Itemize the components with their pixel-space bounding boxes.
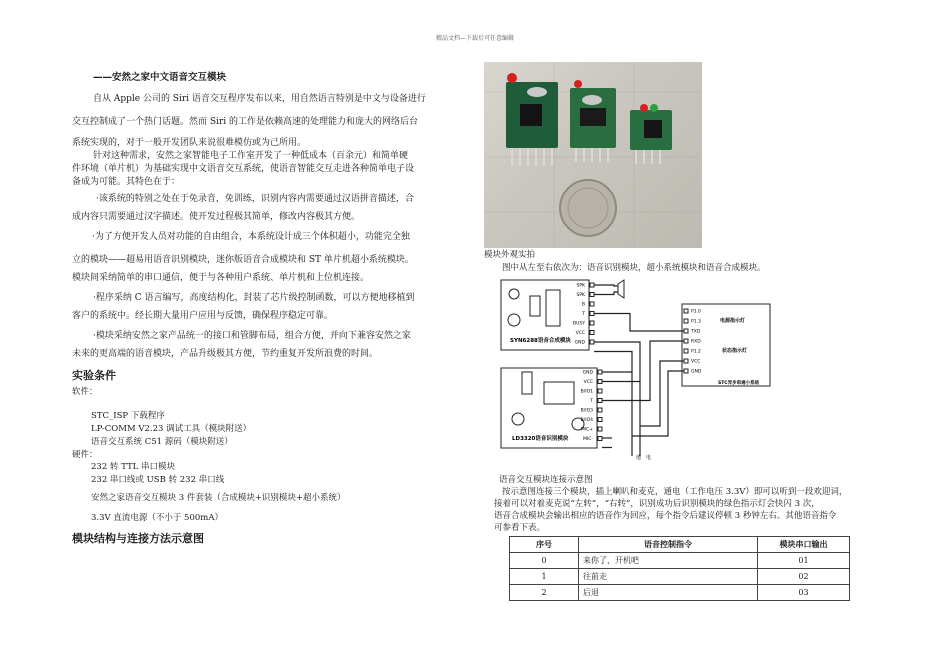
paragraph-line: 件环境（单片机）为基础实现中文语音交互系统，使语音智能交互走进各种简单电子设 xyxy=(72,164,415,174)
mcu-pin xyxy=(684,339,688,343)
instruction-line: 接着可以对着麦克说“左转”，“右转”，识别成功后识别模块的绿色指示灯会快闪 3 次， xyxy=(494,499,820,509)
table-cell: 01 xyxy=(758,553,850,569)
speaker-icon xyxy=(618,280,624,298)
mcu-pin-label: GND xyxy=(691,369,702,375)
connection-diagram xyxy=(500,276,772,464)
mcu-pin-label: P1.3 xyxy=(691,319,701,325)
mcu-pin-label: RXD xyxy=(691,339,701,345)
feature-line: 立的模块——超易用语音识别模块，迷你版语音合成模块和 ST 单片机超小系统模块。 xyxy=(72,255,414,265)
software-item: 语音交互系统 C51 源码（模块附送） xyxy=(91,437,233,447)
synth-module-label: SYN6288语音合成模块 xyxy=(510,338,571,344)
table-cell: 0 xyxy=(510,553,579,569)
synth-pin-label: T xyxy=(582,312,585,317)
page-header: 精品文档---下载后可任意编辑 xyxy=(435,35,515,42)
synth-pin xyxy=(590,312,594,316)
recog-pin xyxy=(598,370,602,374)
diagram-wire xyxy=(594,285,618,286)
recog-pin-label: MIC+ xyxy=(580,427,593,433)
recog-pin xyxy=(598,380,602,384)
module-photo-illustration xyxy=(484,62,702,248)
synth-pin xyxy=(590,331,594,335)
instruction-line: 语音合成模块会输出相应的语音作为回应，每个指令后建议停顿 3 秒钟左右。其他语音指令 xyxy=(494,511,837,521)
table-header-cell: 模块串口输出 xyxy=(758,537,850,553)
diagram-wire xyxy=(594,292,618,295)
mcu-pin xyxy=(684,359,688,363)
recog-pin-label: B/IO4 xyxy=(580,418,593,423)
power-label-vcc: 电 xyxy=(646,455,652,461)
recog-pin xyxy=(598,389,602,393)
hardware-label: 硬件： xyxy=(72,450,98,460)
recog-pin xyxy=(598,399,602,403)
mcu-pin xyxy=(684,369,688,373)
feature-line: 成内容只需要通过汉字描述。使开发过程极其简单，修改内容极其方便。 xyxy=(72,212,361,222)
recog-pin xyxy=(598,408,602,412)
module-photo xyxy=(484,62,702,248)
mcu-pin-label: TXD xyxy=(691,329,701,335)
mcu-led1-label: 电源指示灯 xyxy=(720,318,746,324)
document-title: ——安然之家中文语音交互模块 xyxy=(93,72,227,83)
synth-pin xyxy=(590,293,594,297)
table-cell: 2 xyxy=(510,585,579,601)
synth-pin xyxy=(590,283,594,287)
table-cell: 后退 xyxy=(579,585,758,601)
mcu-led2-label: 状态指示灯 xyxy=(722,348,748,354)
software-item: LP-COMM V2.23 调试工具（模块附送） xyxy=(91,424,252,434)
mcu-pin-label: VCC xyxy=(691,359,701,365)
diagram-caption: 语音交互模块连接示意图 xyxy=(499,475,593,485)
instruction-line: 按示意图连接三个模块，插上喇叭和麦克，通电（工作电压 3.3V）即可以听到一段欢迎词， xyxy=(502,487,848,497)
command-table xyxy=(509,536,850,601)
feature-line: 未来的更高端的语音模块，产品升级极其方便，节约重复开发所浪费的时间。 xyxy=(72,349,379,359)
table-cell: 03 xyxy=(758,585,850,601)
feature-line: ·为了方便开发人员对功能的自由组合，本系统设计成三个体积超小，功能完全独 xyxy=(92,232,410,242)
table-cell: 来你了，开机吧 xyxy=(579,553,758,569)
diagram-wire xyxy=(594,314,684,332)
paragraph-line: 备成为可能。其特色在于： xyxy=(72,177,181,187)
photo-caption: 模块外观实拍 xyxy=(484,250,536,260)
recog-pin-label: GND xyxy=(582,370,593,376)
recog-pin-label: MIC- xyxy=(583,437,593,442)
mcu-pin xyxy=(684,319,688,323)
recog-pin xyxy=(598,418,602,422)
feature-line: ·程序采纳 C 语言编写，高度结构化，封装了芯片级控制函数，可以方便地移植到 xyxy=(93,293,415,303)
mcu-pin xyxy=(684,349,688,353)
mcu-pin-label: P1.0 xyxy=(691,309,701,315)
mcu-pin xyxy=(684,309,688,313)
table-cell: 往前走 xyxy=(579,569,758,585)
recog-module-label: LD3320语音识别模块 xyxy=(512,436,569,442)
recog-pin-label: VCC xyxy=(583,380,593,385)
mcu-pin xyxy=(684,329,688,333)
synth-pin-label: VCC xyxy=(575,331,585,336)
mcu-module-label: STC异步串通小系统 xyxy=(718,381,760,386)
software-item: STC_ISP 下载程序 xyxy=(91,411,165,421)
recog-pin-label: T xyxy=(590,399,593,404)
connection-diagram-svg xyxy=(500,276,772,464)
mcu-pin-label: P1.2 xyxy=(691,349,701,355)
table-cell: 1 xyxy=(510,569,579,585)
recog-pin xyxy=(598,437,602,441)
table-header-cell: 语音控制指令 xyxy=(579,537,758,553)
recog-pin xyxy=(598,427,602,431)
section-heading-experiment: 实验条件 xyxy=(72,369,116,382)
synth-pin xyxy=(590,340,594,344)
photo-description: 图中从左至右依次为：语音识别模块，超小系统模块和语音合成模块。 xyxy=(502,263,766,273)
paragraph-line: 针对这种需求，安然之家智能电子工作室开发了一种低成本（百余元）和简单硬 xyxy=(93,151,409,161)
paragraph-line: 自从 Apple 公司的 Siri 语音交互程序发布以来，用自然语言特别是中文与设备进行 xyxy=(93,94,426,104)
software-label: 软件： xyxy=(72,387,98,397)
section-heading-structure: 模块结构与连接方法示意图 xyxy=(72,532,204,545)
paragraph-line: 系统实现的，对于一般开发团队来说很难模仿或为己所用。 xyxy=(72,138,307,148)
power-label-gnd: 地 xyxy=(636,455,642,461)
hardware-item: 安然之家语音交互模块 3 件套装（合成模块+识别模块+超小系统） xyxy=(91,493,346,503)
synth-pin xyxy=(590,302,594,306)
synth-pin-label: SPK xyxy=(576,293,585,298)
hardware-item: 3.3V 直流电源（不小于 500mA） xyxy=(91,513,223,523)
synth-pin-label: B xyxy=(581,302,585,308)
hardware-item: 232 串口线或 USB 转 232 串口线 xyxy=(91,475,225,485)
table-header-row xyxy=(510,537,850,553)
instruction-line: 可参看下表。 xyxy=(494,523,546,533)
synth-pin-label: BUSY xyxy=(573,321,585,327)
feature-line: ·模块采纳安然之家产品统一的接口和管脚布局，组合方便，并向下兼容安然之家 xyxy=(93,331,411,341)
synth-pin-label: SPK xyxy=(576,283,585,289)
table-row xyxy=(510,569,850,585)
feature-line: ·该系统的特别之处在于免录音，免训练，识别内容内需要通过汉语拼音描述，合 xyxy=(96,194,414,204)
paragraph-line: 交互控制成了一个热门话题。然而 Siri 的工作是依赖高速的处理能力和庞大的网络后台 xyxy=(72,117,418,127)
table-cell: 02 xyxy=(758,569,850,585)
table-header-cell: 序号 xyxy=(510,537,579,553)
synth-pin-label: GND xyxy=(574,340,585,346)
feature-line: 模块间采纳简单的串口通信，便于与各种用户系统、单片机和上位机连接。 xyxy=(72,273,370,283)
recog-pin-label: B/IO1 xyxy=(580,389,593,395)
table-row xyxy=(510,585,850,601)
recog-pin-label: B/IO3 xyxy=(580,408,593,414)
hardware-item: 232 转 TTL 串口模块 xyxy=(91,462,175,472)
synth-pin xyxy=(590,321,594,325)
table-row xyxy=(510,553,850,569)
feature-line: 客户的系统中。经长期大量用户应用与反馈，确保程序稳定可靠。 xyxy=(72,311,334,321)
